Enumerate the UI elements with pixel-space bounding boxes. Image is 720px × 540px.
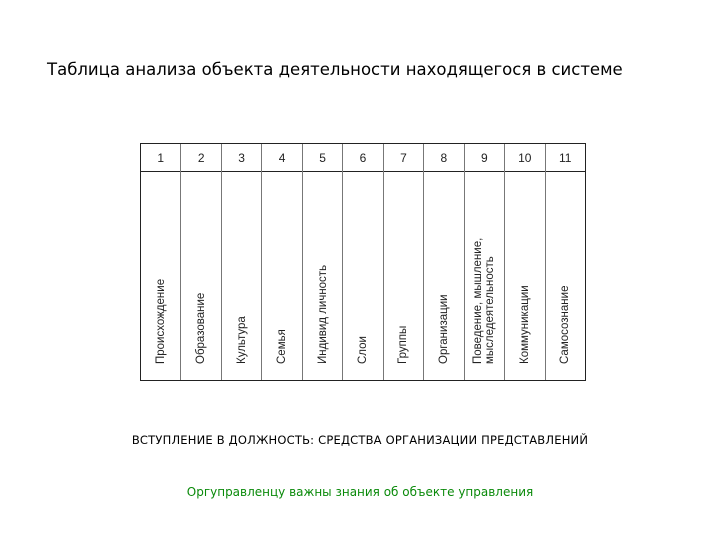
table-column (465, 144, 505, 380)
column-label (472, 238, 496, 364)
table-column (384, 144, 424, 380)
column-number: 8 (424, 144, 463, 172)
column-label-line: Организации (437, 294, 450, 364)
column-label-line: Группы (397, 325, 410, 364)
table-column (262, 144, 302, 380)
column-label (519, 285, 531, 364)
column-label (438, 294, 450, 364)
column-label-line: Семья (276, 329, 289, 364)
table-column (181, 144, 221, 380)
column-label-line: Образование (195, 292, 208, 364)
column-label-area (343, 174, 382, 364)
table-column (424, 144, 464, 380)
column-label-line: Самосознание (559, 285, 572, 364)
column-label-area (222, 174, 261, 364)
column-label (317, 265, 329, 364)
column-label-area (465, 174, 504, 364)
column-label-area (546, 174, 585, 364)
column-label-line: Индивид личность (316, 264, 329, 364)
column-number: 11 (546, 144, 585, 172)
column-label (155, 279, 167, 364)
column-number: 10 (505, 144, 544, 172)
table-column (505, 144, 545, 380)
column-label (195, 293, 207, 364)
column-label-area (424, 174, 463, 364)
column-label (397, 326, 409, 364)
column-label-area (384, 174, 423, 364)
column-label-line: Поведение, мышление, (472, 237, 485, 364)
column-label-line: Происхождение (154, 278, 167, 364)
column-label-line: Слои (356, 336, 369, 364)
page-title: Таблица анализа объекта деятельности находящегося в системе (47, 60, 623, 79)
table-column (546, 144, 585, 380)
column-number: 4 (262, 144, 301, 172)
table-column (343, 144, 383, 380)
table-column (222, 144, 262, 380)
column-number: 6 (343, 144, 382, 172)
column-label (357, 336, 369, 364)
column-label-line: Коммуникации (518, 285, 531, 364)
column-label-area (262, 174, 301, 364)
column-label-area (303, 174, 342, 364)
column-label-area (141, 174, 180, 364)
column-label (236, 316, 248, 364)
column-number: 1 (141, 144, 180, 172)
column-label-area (181, 174, 220, 364)
column-number: 5 (303, 144, 342, 172)
column-number: 9 (465, 144, 504, 172)
table-column (141, 144, 181, 380)
column-label-line: мыследеятельность (484, 256, 497, 364)
section-subtitle: ВСТУПЛЕНИЕ В ДОЛЖНОСТЬ: СРЕДСТВА ОРГАНИЗАЦИИ ПРЕДСТАВЛЕНИЙ (131, 433, 589, 447)
table-column (303, 144, 343, 380)
column-label (276, 329, 288, 364)
column-number: 2 (181, 144, 220, 172)
analysis-table (140, 143, 586, 381)
column-number: 3 (222, 144, 261, 172)
column-label-line: Культура (235, 316, 248, 364)
column-number: 7 (384, 144, 423, 172)
column-label-area (505, 174, 544, 364)
column-label (559, 286, 571, 364)
note-text: Оргуправленцу важны знания об объекте управления (186, 485, 534, 499)
